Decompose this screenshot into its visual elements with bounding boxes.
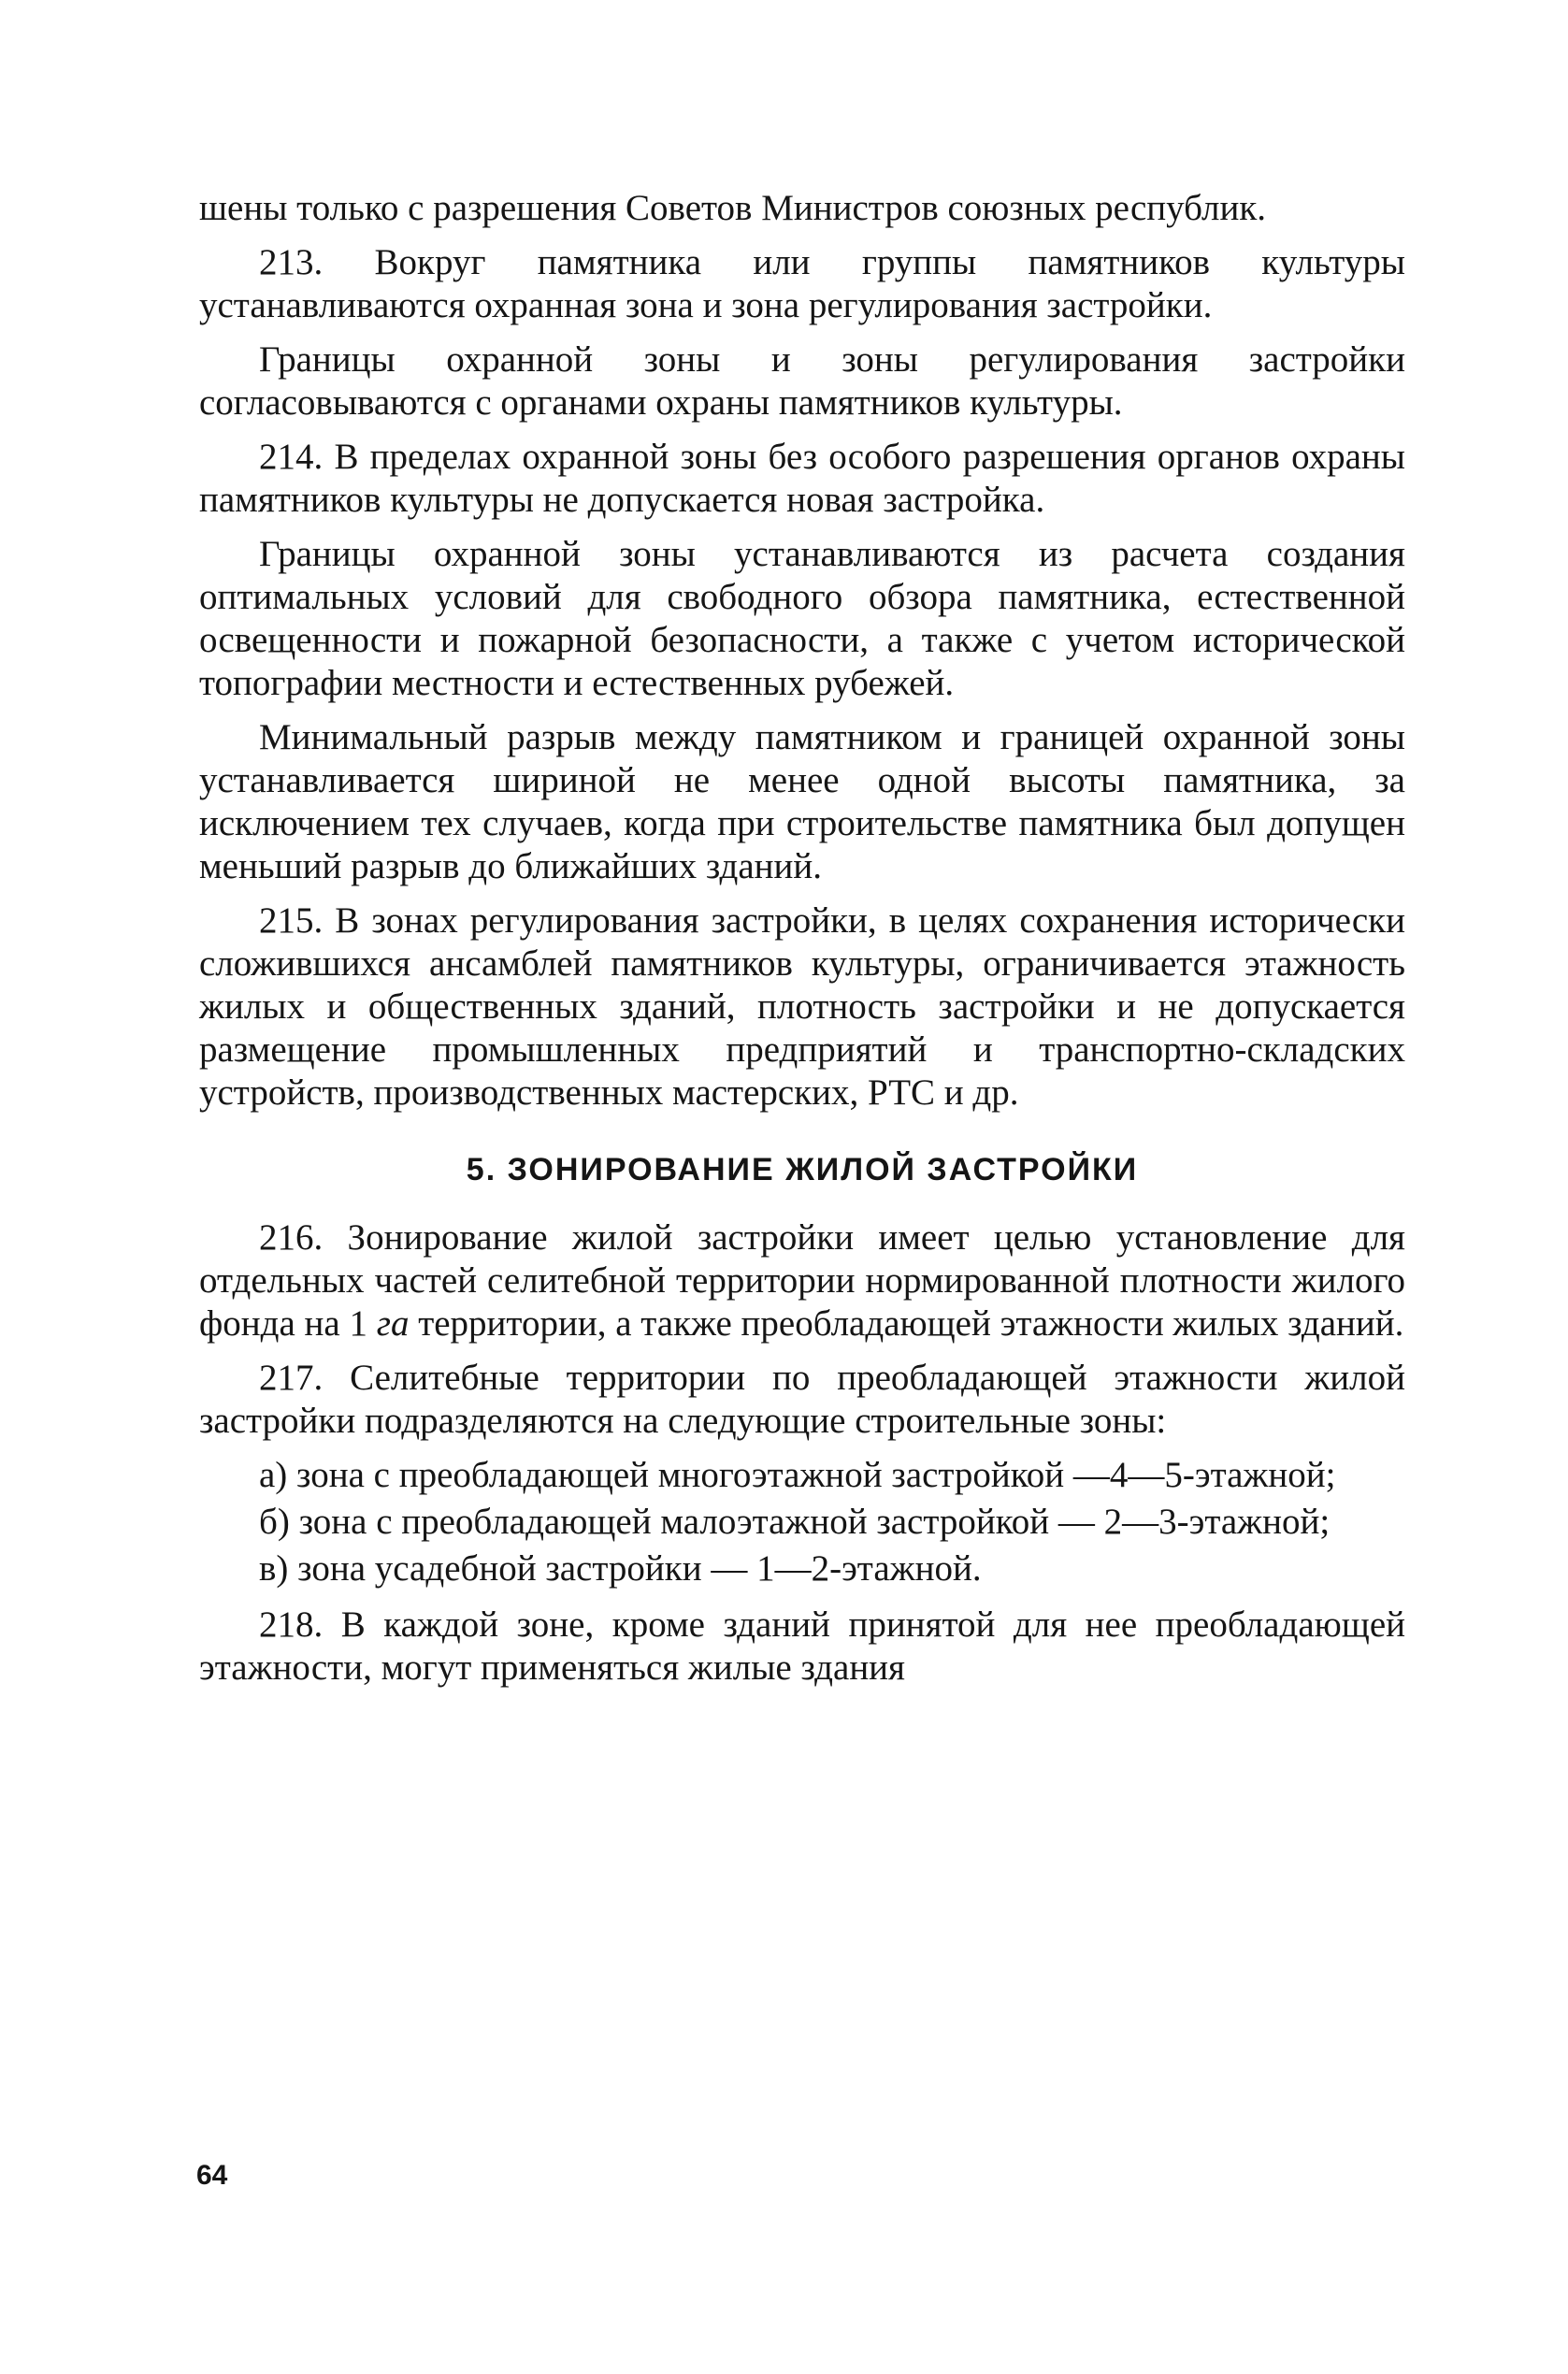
section-heading: 5. ЗОНИРОВАНИЕ ЖИЛОЙ ЗАСТРОЙКИ <box>466 1152 1139 1187</box>
unit-hectare: га <box>376 1303 410 1344</box>
paragraph-continuation: шены только с разрешения Советов Министров союзных республик. <box>199 188 1267 228</box>
page-number: 64 <box>196 2160 228 2191</box>
paragraph-214-minimum-gap: Минимальный разрыв между памятником и границей охранной зоны устанавливается шириной не менее одной высоты памятника, за исключением тех случаев, когда при строительстве памятника был допущен меньший разрыв до ближайших зданий. <box>199 717 1415 886</box>
paragraph-216-text-start: 216. Зонирование жилой застройки имеет целью установление для отдельных частей селитебной территории нормированной плотности жилого фонда на 1 <box>199 1217 1415 1344</box>
paragraph-213-borders: Границы охранной зоны и зоны регулирования застройки согласовываются с органами охраны памятников культуры. <box>199 339 1415 423</box>
paragraph-214-borders: Границы охранной зоны устанавливаются из расчета создания оптимальных условий для свободного обзора памятника, естественной освещенности и пожарной безопасности, а также с учетом исторической топографии местности и естественных рубежей. <box>199 534 1415 703</box>
paragraph-217: 217. Селитебные территории по преобладающей этажности жилой застройки подразделяются на следующие строительные зоны: <box>199 1358 1415 1441</box>
paragraph-218: 218. В каждой зоне, кроме зданий принятой для нее преобладающей этажности, могут применяться жилые здания <box>199 1604 1415 1688</box>
paragraph-215: 215. В зонах регулирования застройки, в целях сохранения исторически сложившихся ансамблей памятников культуры, ограничивается этажность жилых и общественных зданий, плотность застройки и не допускается размещение промышленных предприятий и транспортно-складских устройств, производственных мастерских, РТС и др. <box>199 900 1415 1113</box>
paragraph-213: 213. Вокруг памятника или группы памятников культуры устанавливаются охранная зона и зона регулирования застройки. <box>199 242 1415 325</box>
list-item-zone-a: а) зона с преобладающей многоэтажной застройкой —4—5-этажной; <box>259 1455 1336 1495</box>
paragraph-216-text-end: территории, а также преобладающей этажности жилых зданий. <box>409 1303 1404 1344</box>
paragraph-214: 214. В пределах охранной зоны без особого разрешения органов охраны памятников культуры не допускается новая застройка. <box>199 437 1415 520</box>
list-item-zone-b: б) зона с преобладающей малоэтажной застройкой — 2—3-этажной; <box>259 1502 1331 1542</box>
page-body <box>199 187 1415 1701</box>
paragraph-216 <box>199 1216 1415 1345</box>
list-item-zone-c: в) зона усадебной застройки — 1—2-этажной. <box>259 1548 982 1589</box>
